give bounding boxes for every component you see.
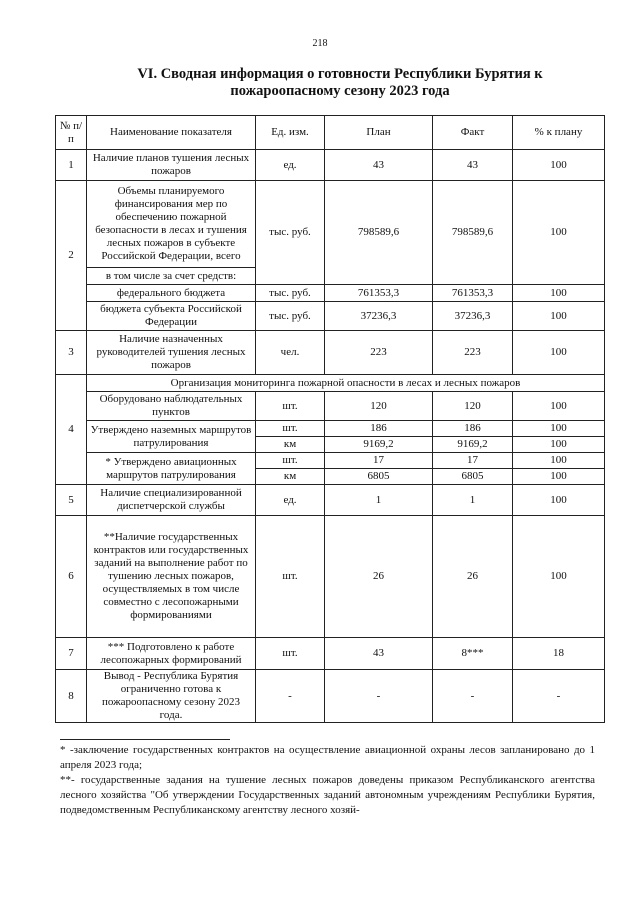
cell-plan: 1 [325,485,433,516]
cell-num: 4 [56,375,87,485]
table-row [56,375,605,392]
cell-unit: тыс. руб. [256,285,325,302]
cell-name: Утверждено наземных маршрутов патрулирования [87,421,256,453]
header-unit: Ед. изм. [256,116,325,150]
cell-fact: 26 [433,516,513,638]
table-row [56,392,605,421]
cell-pct: - [513,670,605,723]
page-title [60,66,620,100]
table-row [56,331,605,375]
cell-pct: 100 [513,485,605,516]
table-row [56,670,605,723]
cell-pct: 100 [513,392,605,421]
cell-fact: 6805 [433,469,513,485]
cell-unit: шт. [256,638,325,670]
cell-plan: 186 [325,421,433,437]
cell-num: 7 [56,638,87,670]
header-name: Наименование показателя [87,116,256,150]
cell-fact: 37236,3 [433,302,513,331]
table-row [56,638,605,670]
cell-plan: 43 [325,150,433,181]
cell-num: 3 [56,331,87,375]
cell-pct: 100 [513,285,605,302]
cell-unit: тыс. руб. [256,302,325,331]
cell-unit: ед. [256,485,325,516]
cell-fact: 186 [433,421,513,437]
cell-name: Объемы планируемого финансирования мер по обеспечению пожарной безопасности в лесах и тушения лесных пожаров в субъекте Российской Федерации, всего [87,181,256,268]
cell-name: бюджета субъекта Российской Федерации [87,302,256,331]
cell-unit: шт. [256,453,325,469]
cell-num: 5 [56,485,87,516]
cell-name: Наличие специализированной диспетчерской службы [87,485,256,516]
cell-plan: 9169,2 [325,437,433,453]
table-row [56,453,605,469]
cell-unit: шт. [256,421,325,437]
cell-plan: 43 [325,638,433,670]
cell-pct: 100 [513,150,605,181]
table-row [56,181,605,268]
cell-num: 2 [56,181,87,331]
cell-fact: 798589,6 [433,181,513,285]
cell-pct: 100 [513,453,605,469]
cell-unit: км [256,469,325,485]
cell-name: Вывод - Республика Бурятия ограниченно готова к пожароопасному сезону 2023 года. [87,670,256,723]
cell-pct: 18 [513,638,605,670]
cell-unit: ед. [256,150,325,181]
cell-fact: 8*** [433,638,513,670]
cell-pct: 100 [513,437,605,453]
table-row [56,485,605,516]
table-row [56,516,605,638]
cell-name: в том числе за счет средств: [87,268,256,285]
cell-unit: км [256,437,325,453]
cell-plan: 223 [325,331,433,375]
cell-name: Наличие планов тушения лесных пожаров [87,150,256,181]
cell-pct: 100 [513,421,605,437]
cell-unit: шт. [256,516,325,638]
cell-pct: 100 [513,331,605,375]
header-fact: Факт [433,116,513,150]
cell-unit: тыс. руб. [256,181,325,285]
cell-num: 1 [56,150,87,181]
cell-plan: 26 [325,516,433,638]
cell-fact: 17 [433,453,513,469]
cell-fact: - [433,670,513,723]
cell-fact: 43 [433,150,513,181]
footnote-1: * -заключение государственных контрактов на осуществление авиационной охраны лесов запланировано до 1 апреля 2023 года; [60,744,595,771]
table-row [56,150,605,181]
title-line-1: VI. Сводная информация о готовности Республики Бурятия к [137,66,543,82]
cell-name: Оборудовано наблюдательных пунктов [87,392,256,421]
table-row [56,285,605,302]
page-number: 218 [312,38,328,49]
footnote-2: **- государственные задания на тушение лесных пожаров доведены приказом Республиканского агентства лесного хозяйства "Об утверждении Государственных заданий автономным учреждениям Республики Бурятия, подведомственным Республиканскому агентству лесного хозяй- [60,774,595,816]
cell-fact: 761353,3 [433,285,513,302]
cell-unit: - [256,670,325,723]
cell-unit: шт. [256,392,325,421]
cell-name: * Утверждено авиационных маршрутов патрулирования [87,453,256,485]
cell-name: федерального бюджета [87,285,256,302]
cell-name: Наличие назначенных руководителей тушения лесных пожаров [87,331,256,375]
cell-fact: 1 [433,485,513,516]
readiness-table [55,115,605,723]
cell-unit: чел. [256,331,325,375]
header-pct: % к плану [513,116,605,150]
table-header-row [56,116,605,150]
cell-plan: 761353,3 [325,285,433,302]
cell-num: 8 [56,670,87,723]
cell-name: *** Подготовлено к работе лесопожарных формирований [87,638,256,670]
cell-plan: 37236,3 [325,302,433,331]
cell-pct: 100 [513,516,605,638]
cell-pct: 100 [513,302,605,331]
header-num: № п/п [56,116,87,150]
cell-fact: 223 [433,331,513,375]
cell-plan: 120 [325,392,433,421]
footnote-divider [60,739,230,740]
section-header: Организация мониторинга пожарной опасности в лесах и лесных пожаров [87,375,605,392]
footnotes [60,743,595,818]
cell-fact: 120 [433,392,513,421]
cell-plan: 798589,6 [325,181,433,285]
title-line-2: пожароопасному сезону 2023 года [230,83,450,99]
cell-plan: 6805 [325,469,433,485]
cell-plan: 17 [325,453,433,469]
table-row [56,302,605,331]
cell-num: 6 [56,516,87,638]
cell-plan: - [325,670,433,723]
cell-fact: 9169,2 [433,437,513,453]
header-plan: План [325,116,433,150]
cell-pct: 100 [513,469,605,485]
table-row [56,421,605,437]
cell-pct: 100 [513,181,605,285]
cell-name: **Наличие государственных контрактов или государственных заданий на выполнение работ по тушению лесных пожаров, осуществляемых в том числе совместно с лесопожарными формированиями [87,516,256,638]
